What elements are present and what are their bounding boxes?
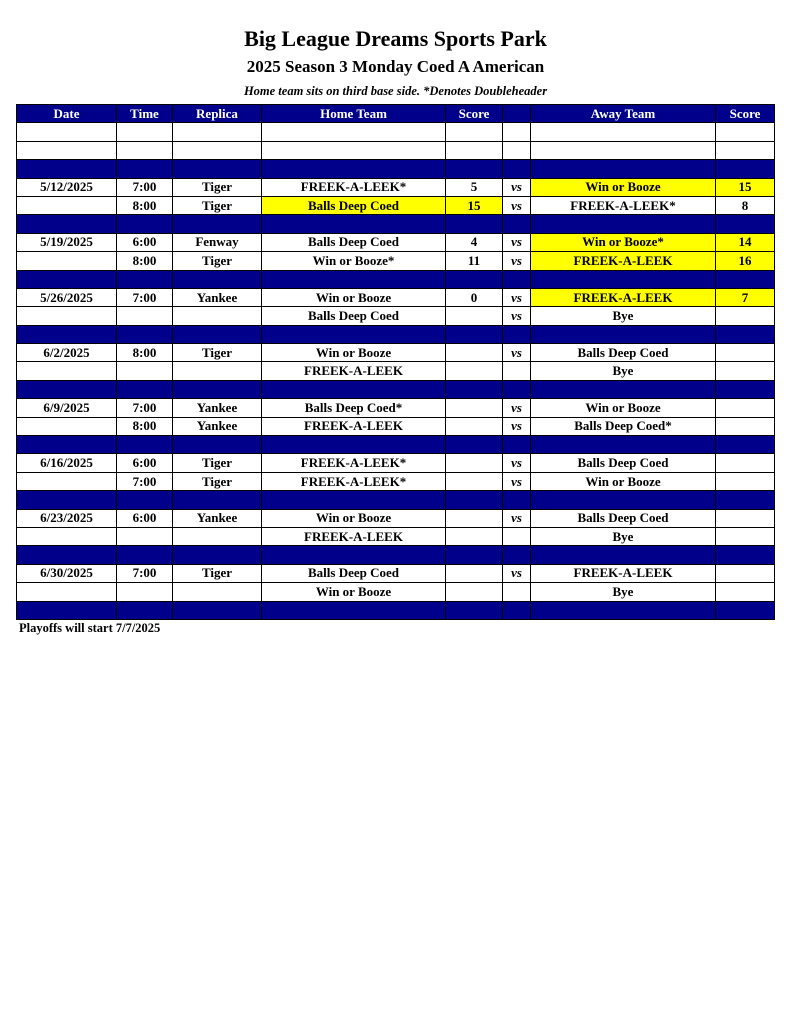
separator-row [17,215,775,233]
cell-vs: vs [503,344,531,362]
cell-time: 6:00 [117,233,173,251]
cell-replica [173,491,262,509]
table-row [17,307,775,325]
cell-home-team [262,141,446,159]
cell-away-team: Bye [531,583,716,601]
cell-home-score: 0 [446,288,503,306]
cell-vs [503,436,531,454]
separator-row [17,546,775,564]
cell-away-team [531,601,716,619]
cell-replica: Yankee [173,288,262,306]
cell-vs [503,123,531,141]
column-header-away-score: Score [716,105,775,123]
cell-date [17,583,117,601]
cell-time: 6:00 [117,509,173,527]
cell-vs: vs [503,509,531,527]
cell-home-team: Win or Booze [262,509,446,527]
cell-replica: Tiger [173,178,262,196]
cell-date: 5/26/2025 [17,288,117,306]
cell-home-score [446,307,503,325]
table-row [17,362,775,380]
cell-away-team: Win or Booze [531,178,716,196]
cell-vs: vs [503,307,531,325]
blank-row [17,141,775,159]
cell-home-team: Win or Booze* [262,252,446,270]
cell-replica [173,546,262,564]
cell-home-score [446,160,503,178]
column-header-away-team: Away Team [531,105,716,123]
cell-date [17,417,117,435]
cell-replica [173,601,262,619]
cell-away-score [716,454,775,472]
cell-away-team: Win or Booze [531,399,716,417]
cell-replica: Fenway [173,233,262,251]
cell-away-score [716,344,775,362]
cell-time [117,160,173,178]
cell-home-team: Balls Deep Coed [262,307,446,325]
cell-home-team [262,123,446,141]
cell-vs [503,270,531,288]
table-row [17,454,775,472]
cell-time [117,307,173,325]
cell-vs: vs [503,196,531,214]
cell-time [117,141,173,159]
schedule-body [17,123,775,620]
cell-time [117,325,173,343]
cell-time: 8:00 [117,344,173,362]
cell-away-team: Balls Deep Coed [531,454,716,472]
cell-home-team: FREEK-A-LEEK [262,527,446,545]
cell-vs: vs [503,399,531,417]
cell-time [117,362,173,380]
cell-away-score [716,509,775,527]
separator-row [17,325,775,343]
cell-away-score: 14 [716,233,775,251]
cell-away-score [716,307,775,325]
cell-away-team: Balls Deep Coed [531,509,716,527]
cell-home-team: FREEK-A-LEEK [262,362,446,380]
cell-replica: Tiger [173,252,262,270]
cell-vs [503,325,531,343]
separator-row [17,160,775,178]
cell-home-team [262,601,446,619]
cell-home-team [262,270,446,288]
cell-away-team [531,325,716,343]
cell-away-score [716,491,775,509]
table-row [17,417,775,435]
table-row [17,344,775,362]
cell-home-score [446,509,503,527]
cell-home-score [446,564,503,582]
cell-replica: Tiger [173,344,262,362]
column-header-date: Date [17,105,117,123]
cell-vs [503,583,531,601]
table-row [17,564,775,582]
cell-replica [173,583,262,601]
table-row [17,288,775,306]
table-row [17,472,775,490]
separator-row [17,270,775,288]
cell-vs: vs [503,472,531,490]
cell-vs: vs [503,252,531,270]
cell-home-team [262,546,446,564]
cell-date [17,436,117,454]
cell-vs: vs [503,564,531,582]
cell-away-score [716,325,775,343]
separator-row [17,491,775,509]
cell-vs [503,491,531,509]
table-row [17,527,775,545]
cell-vs [503,527,531,545]
cell-away-score: 16 [716,252,775,270]
cell-away-score [716,160,775,178]
cell-home-team: FREEK-A-LEEK [262,417,446,435]
cell-date [17,215,117,233]
cell-home-score [446,270,503,288]
cell-away-score [716,270,775,288]
cell-replica [173,307,262,325]
cell-away-team [531,141,716,159]
cell-time [117,527,173,545]
cell-time [117,270,173,288]
cell-away-team: Balls Deep Coed [531,344,716,362]
cell-replica: Tiger [173,564,262,582]
cell-home-score: 4 [446,233,503,251]
separator-row [17,380,775,398]
cell-date [17,546,117,564]
cell-away-score [716,399,775,417]
cell-date [17,601,117,619]
cell-replica: Yankee [173,417,262,435]
cell-replica [173,325,262,343]
cell-home-score [446,546,503,564]
cell-home-score: 15 [446,196,503,214]
cell-away-team: Balls Deep Coed* [531,417,716,435]
cell-home-score [446,362,503,380]
cell-replica [173,160,262,178]
cell-date [17,123,117,141]
table-row [17,196,775,214]
cell-replica [173,215,262,233]
cell-time [117,491,173,509]
cell-away-score [716,583,775,601]
cell-away-team [531,436,716,454]
cell-away-score [716,436,775,454]
schedule-table [16,104,775,620]
cell-date [17,491,117,509]
cell-date [17,160,117,178]
cell-date [17,270,117,288]
cell-home-team [262,436,446,454]
cell-home-score [446,215,503,233]
cell-away-score [716,472,775,490]
cell-home-score [446,583,503,601]
column-header-replica: Replica [173,105,262,123]
column-header-home-score: Score [446,105,503,123]
cell-time [117,601,173,619]
cell-home-team [262,491,446,509]
cell-away-team: Win or Booze [531,472,716,490]
cell-away-score: 8 [716,196,775,214]
cell-date [17,380,117,398]
cell-time [117,215,173,233]
cell-time: 7:00 [117,472,173,490]
cell-home-score [446,325,503,343]
cell-replica: Yankee [173,399,262,417]
cell-date [17,527,117,545]
cell-date [17,472,117,490]
cell-time: 7:00 [117,288,173,306]
cell-vs [503,362,531,380]
cell-time [117,583,173,601]
cell-home-team: FREEK-A-LEEK* [262,472,446,490]
cell-home-score [446,601,503,619]
cell-home-team: Balls Deep Coed [262,233,446,251]
cell-home-score [446,417,503,435]
cell-away-score [716,362,775,380]
cell-replica [173,527,262,545]
cell-home-team [262,160,446,178]
cell-date [17,141,117,159]
cell-away-score: 15 [716,178,775,196]
cell-vs: vs [503,233,531,251]
cell-away-score [716,601,775,619]
cell-home-score [446,141,503,159]
cell-home-team [262,325,446,343]
cell-time: 6:00 [117,454,173,472]
cell-vs [503,546,531,564]
cell-away-team: FREEK-A-LEEK* [531,196,716,214]
cell-home-score [446,123,503,141]
cell-home-score [446,472,503,490]
cell-away-team: FREEK-A-LEEK [531,252,716,270]
column-header-time: Time [117,105,173,123]
cell-replica [173,123,262,141]
cell-home-team [262,380,446,398]
cell-date: 5/19/2025 [17,233,117,251]
cell-away-score [716,527,775,545]
cell-away-team: Win or Booze* [531,233,716,251]
column-header-vs [503,105,531,123]
cell-away-team [531,160,716,178]
cell-time: 8:00 [117,196,173,214]
cell-home-score [446,380,503,398]
cell-date: 6/2/2025 [17,344,117,362]
cell-home-score: 11 [446,252,503,270]
cell-date [17,252,117,270]
cell-date: 6/23/2025 [17,509,117,527]
cell-replica [173,436,262,454]
cell-date [17,325,117,343]
cell-time [117,123,173,141]
cell-vs: vs [503,417,531,435]
cell-away-team [531,380,716,398]
cell-date [17,196,117,214]
cell-home-team: Balls Deep Coed [262,564,446,582]
cell-vs: vs [503,178,531,196]
cell-replica [173,270,262,288]
separator-row [17,436,775,454]
table-row [17,509,775,527]
page-title: Big League Dreams Sports Park [244,26,547,51]
cell-away-team: Bye [531,527,716,545]
cell-vs [503,141,531,159]
cell-away-score: 7 [716,288,775,306]
cell-time [117,436,173,454]
cell-time: 7:00 [117,564,173,582]
table-row [17,178,775,196]
cell-away-team [531,215,716,233]
cell-away-score [716,380,775,398]
cell-date [17,307,117,325]
cell-home-team: Balls Deep Coed* [262,399,446,417]
cell-away-team [531,546,716,564]
cell-date: 6/30/2025 [17,564,117,582]
cell-replica: Tiger [173,472,262,490]
cell-away-team [531,491,716,509]
cell-replica: Yankee [173,509,262,527]
table-row [17,233,775,251]
cell-away-score [716,123,775,141]
cell-home-score [446,399,503,417]
table-row [17,583,775,601]
cell-home-score [446,454,503,472]
cell-away-team: FREEK-A-LEEK [531,564,716,582]
cell-away-team: FREEK-A-LEEK [531,288,716,306]
column-header-home-team: Home Team [262,105,446,123]
cell-home-score [446,491,503,509]
cell-away-team [531,270,716,288]
cell-time [117,546,173,564]
cell-vs: vs [503,288,531,306]
cell-home-score: 5 [446,178,503,196]
cell-home-score [446,436,503,454]
cell-date [17,362,117,380]
cell-away-score [716,564,775,582]
cell-replica [173,380,262,398]
cell-time: 8:00 [117,252,173,270]
cell-home-score [446,344,503,362]
cell-vs [503,380,531,398]
cell-date: 6/16/2025 [17,454,117,472]
table-row [17,252,775,270]
blank-row [17,123,775,141]
cell-home-team: Win or Booze [262,344,446,362]
cell-vs: vs [503,454,531,472]
cell-away-team: Bye [531,362,716,380]
cell-vs [503,215,531,233]
cell-replica: Tiger [173,454,262,472]
cell-away-team [531,123,716,141]
cell-time: 7:00 [117,399,173,417]
header-note: Home team sits on third base side. *Denotes Doubleheader [243,84,548,98]
cell-replica: Tiger [173,196,262,214]
cell-replica [173,141,262,159]
cell-away-team: Bye [531,307,716,325]
cell-time [117,380,173,398]
cell-home-team [262,215,446,233]
cell-date: 6/9/2025 [17,399,117,417]
cell-home-team: FREEK-A-LEEK* [262,178,446,196]
cell-time: 8:00 [117,417,173,435]
cell-home-score [446,527,503,545]
page-subtitle: 2025 Season 3 Monday Coed A American [246,57,545,76]
cell-home-team: FREEK-A-LEEK* [262,454,446,472]
cell-away-score [716,141,775,159]
cell-home-team: Win or Booze [262,583,446,601]
cell-replica [173,362,262,380]
cell-away-score [716,215,775,233]
cell-away-score [716,546,775,564]
cell-time: 7:00 [117,178,173,196]
cell-vs [503,601,531,619]
cell-away-score [716,417,775,435]
cell-home-team: Balls Deep Coed [262,196,446,214]
playoffs-note: Playoffs will start 7/7/2025 [19,621,161,635]
cell-vs [503,160,531,178]
separator-row [17,601,775,619]
cell-home-team: Win or Booze [262,288,446,306]
cell-date: 5/12/2025 [17,178,117,196]
table-row [17,399,775,417]
table-header-row [17,105,775,123]
